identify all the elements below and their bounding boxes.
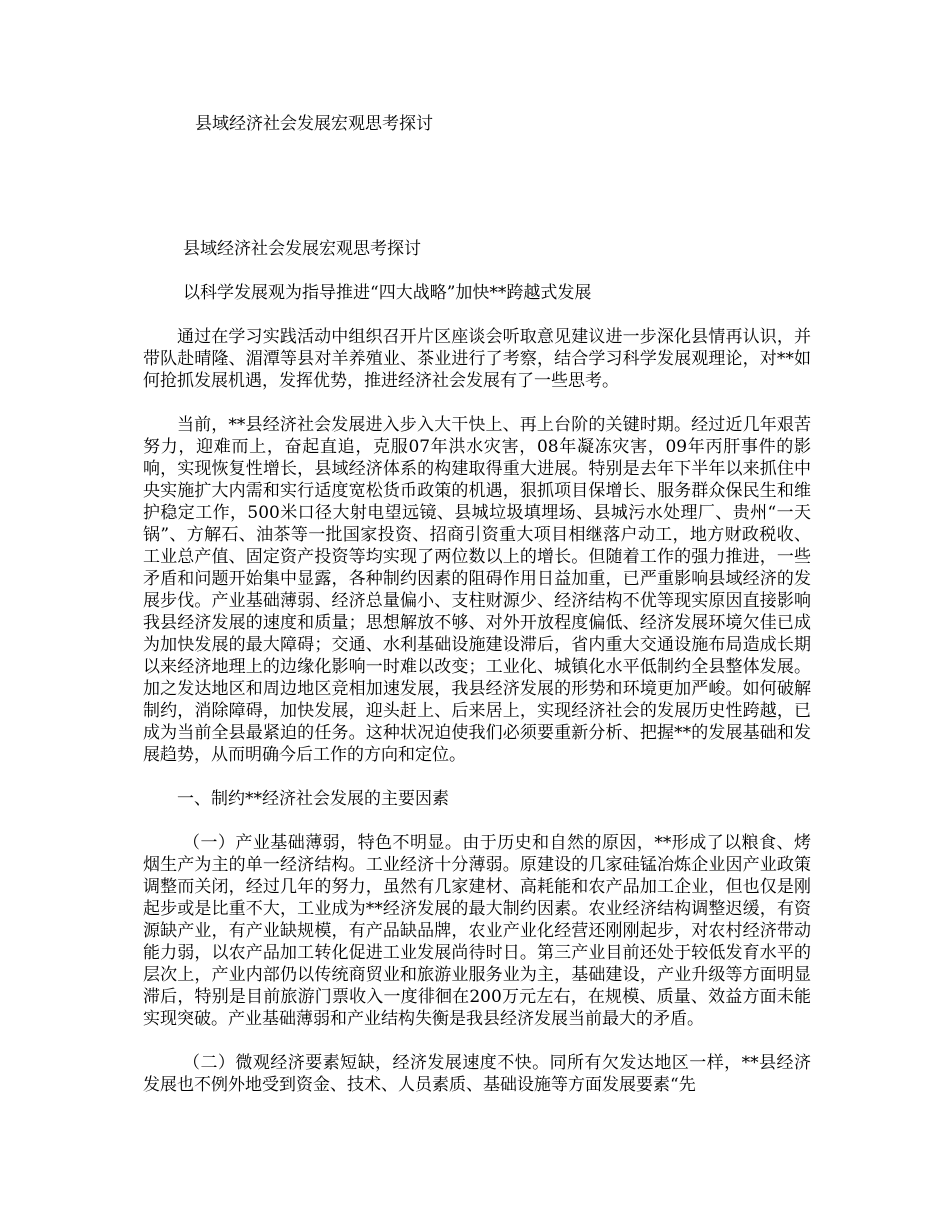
sub-section-2: （二）微观经济要素短缺，经济发展速度不快。同所有欠发达地区一样，**县经济发展也不例外地受到资金、技术、人员素质、基础设施等方面发展要素“先 bbox=[143, 1053, 811, 1095]
document-sub-title: 县域经济社会发展宏观思考探讨 bbox=[183, 239, 421, 259]
section-heading: 一、制约**经济社会发展的主要因素 bbox=[177, 789, 449, 809]
situation-paragraph: 当前，**县经济社会发展进入步入大干快上、再上台阶的关键时期。经过近几年艰苦努力，迎难而上，奋起直追，克服07年洪水灾害，08年凝冻灾害，09年丙肝事件的影响，实现恢复性增长，县域经济体系的构建取得重大进展。特别是去年下半年以来抓住中央实施扩大内需和实行适度宽松货币政策的机遇，狠抓项目保增长、服务群众保民生和维护稳定工作，500米口径大射电望远镜、县城垃圾填埋场、县城污水处理厂、贵州“一天锅”、方解石、油茶等一批国家投资、招商引资重大项目相继落户动工，地方财政税收、工业总产值、固定资产投资等均实现了两位数以上的增长。但随着工作的强力推进，一些矛盾和问题开始集中显露，各种制约因素的阻碍作用日益加重，已严重影响县域经济的发展步伐。产业基础薄弱、经济总量偏小、支柱财源少、经济结构不优等现实原因直接影响我县经济发展的速度和质量；思想解放不够、对外开放程度偏低、经济发展环境欠佳已成为加快发展的最大障碍；交通、水利基础设施建设滞后，省内重大交通设施布局造成长期以来经济地理上的边缘化影响一时难以改变；工业化、城镇化水平低制约全县整体发展。加之发达地区和周边地区竞相加速发展，我县经济发展的形势和环境更加严峻。如何破解制约，消除障碍，加快发展，迎头赶上、后来居上，实现经济社会的发展历史性跨越，已成为当前全县最紧迫的任务。这种状况迫使我们必须要重新分析、把握**的发展基础和发展趋势，从而明确今后工作的方向和定位。 bbox=[143, 415, 811, 765]
document-body bbox=[143, 238, 811, 1096]
document-heading: 以科学发展观为指导推进“四大战略”加快**跨越式发展 bbox=[183, 283, 592, 303]
intro-paragraph: 通过在学习实践活动中组织召开片区座谈会听取意见建议进一步深化县情再认识，并带队赴晴隆、湄潭等县对羊养殖业、茶业进行了考察，结合学习科学发展观理论，对**如何抢抓发展机遇，发挥优势，推进经济社会发展有了一些思考。 bbox=[143, 327, 811, 391]
sub-section-1: （一）产业基础薄弱，特色不明显。由于历史和自然的原因，**形成了以粮食、烤烟生产为主的单一经济结构。工业经济十分薄弱。原建设的几家硅锰冶炼企业因产业政策调整而关闭，经过几年的努力，虽然有几家建材、高耗能和农产品加工企业，但也仅是刚起步或是比重不大，工业成为**经济发展的最大制约因素。农业经济结构调整迟缓，有资源缺产业，有产业缺规模，有产品缺品牌，农业产业化经营还刚刚起步，对农村经济带动能力弱，以农产品加工转化促进工业发展尚待时日。第三产业目前还处于较低发育水平的层次上，产业内部仍以传统商贸业和旅游业服务业为主，基础建设，产业升级等方面明显滞后，特别是目前旅游门票收入一度徘徊在200万元左右，在规模、质量、效益方面未能实现突破。产业基础薄弱和产业结构失衡是我县经济发展当前最大的矛盾。 bbox=[143, 833, 811, 1029]
document-top-title: 县域经济社会发展宏观思考探讨 bbox=[195, 114, 433, 134]
